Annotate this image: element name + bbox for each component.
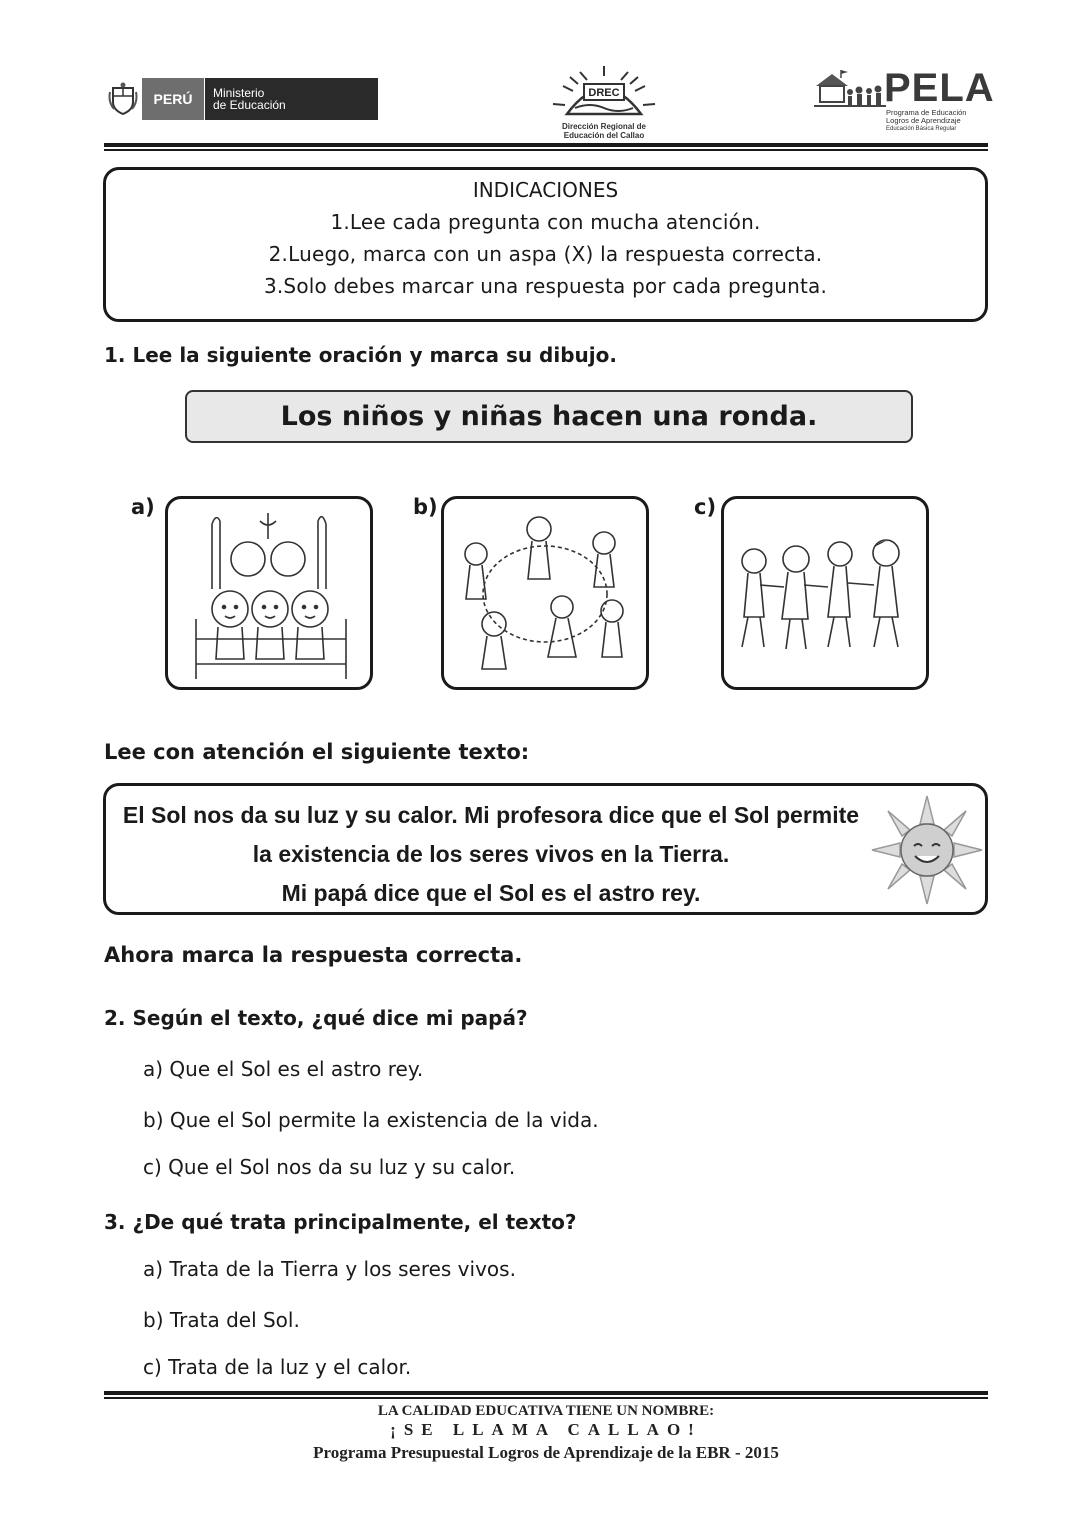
question-2-answer-a[interactable]: a) Que el Sol es el astro rey. [143,1057,424,1081]
drec-caption-2: Educación del Callao [563,131,645,140]
peru-coat-of-arms-icon [104,78,142,120]
question-2-answer-b[interactable]: b) Que el Sol permite la existencia de la vida. [143,1108,599,1132]
instruction-2: 2.Luego, marca con un aspa (X) la respuesta correcta. [268,242,823,266]
option-c-label: c) [694,495,717,519]
instructions-box [103,167,988,322]
header-rule-thin [104,149,988,151]
drec-badge-text: DREC [588,87,620,99]
reading-text-box [103,783,988,915]
reading-line-3: Mi papá dice que el Sol es el astro rey. [281,880,701,906]
drec-sunrise-logo-icon [545,62,663,118]
reading-line-1: El Sol nos da su luz y su calor. Mi profesora dice que el Sol permite [122,802,860,828]
children-sitting-bench-icon [168,499,370,687]
peru-label: PERÚ [142,78,204,120]
children-circle-dance-icon [444,499,646,687]
ministry-logo [104,78,378,120]
footer-rule [104,1391,988,1395]
smiling-sun-icon [870,794,984,906]
instruction-1: 1.Lee cada pregunta con mucha atención. [330,210,761,234]
footer-line-2: ¡SE LLAMA CALLAO! [390,1420,702,1439]
question-3-answer-b[interactable]: b) Trata del Sol. [143,1308,300,1332]
pela-logo [814,68,994,140]
ministry-line-2: de Educación [213,98,286,112]
option-c-picture[interactable] [721,496,929,690]
pela-sub-3: Educación Básica Regular [886,126,957,132]
option-a-picture[interactable] [165,496,373,690]
question-3-answer-c[interactable]: c) Trata de la luz y el calor. [143,1355,412,1379]
question-1-prompt: 1. Lee la siguiente oración y marca su dibujo. [104,343,617,367]
sentence-box: Los niños y niñas hacen una ronda. [185,390,913,443]
reading-intro: Lee con atención el siguiente texto: [104,740,530,764]
footer-line-3: Programa Presupuestal Logros de Aprendizaje de la EBR - 2015 [313,1443,779,1462]
question-3-answer-a[interactable]: a) Trata de la Tierra y los seres vivos. [143,1257,516,1281]
option-b-picture[interactable] [441,496,649,690]
pela-wordmark: PELA [884,66,995,110]
option-b-label: b) [413,495,438,519]
header-rule [104,143,988,147]
pela-school-children-logo-icon [814,68,886,112]
pela-sub-1: Programa de Educación [886,108,967,117]
ministry-line-1: Ministerio [213,86,265,100]
answer-instruction: Ahora marca la respuesta correcta. [104,943,523,967]
pela-sub-2: Logros de Aprendizaje [886,116,961,125]
instruction-3: 3.Solo debes marcar una respuesta por cada pregunta. [263,274,828,298]
question-3-prompt: 3. ¿De qué trata principalmente, el texto? [104,1210,577,1234]
drec-logo [545,62,663,142]
reading-line-2: la existencia de los seres vivos en la Tierra. [252,841,730,867]
question-2-prompt: 2. Según el texto, ¿qué dice mi papá? [104,1006,528,1030]
instructions-title: INDICACIONES [472,178,619,202]
pela-subtitle [886,109,966,133]
children-walking-in-line-icon [724,499,926,687]
option-a-label: a) [131,495,155,519]
footer-line-1: LA CALIDAD EDUCATIVA TIENE UN NOMBRE: [377,1403,715,1419]
footer-rule-thin [104,1397,988,1399]
ministry-name [204,78,378,120]
reading-paragraph [106,796,876,913]
drec-caption-1: Dirección Regional de [561,122,647,131]
question-2-answer-c[interactable]: c) Que el Sol nos da su luz y su calor. [143,1155,516,1179]
